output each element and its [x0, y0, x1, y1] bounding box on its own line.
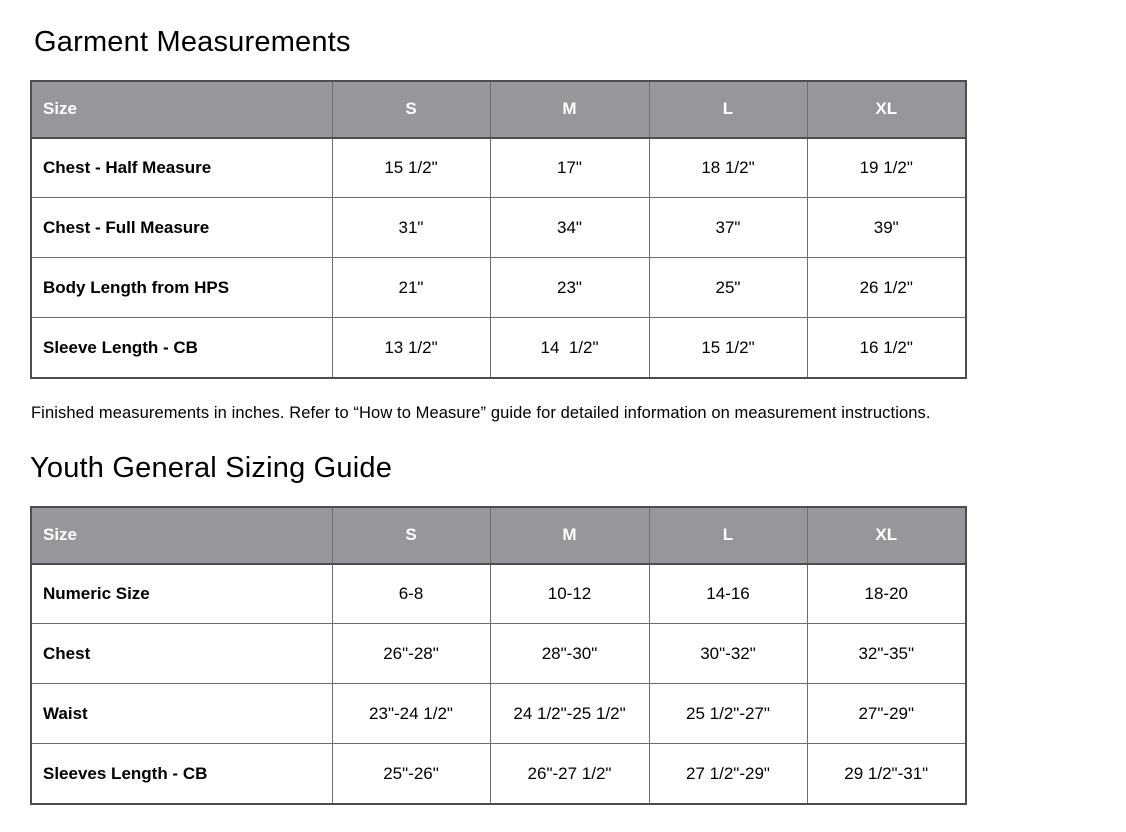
cell-value: 37" [649, 198, 807, 258]
table-row-numeric-size [31, 564, 966, 624]
youth-sizing-guide-title: Youth General Sizing Guide [30, 451, 393, 484]
cell-value: 21" [332, 258, 490, 318]
cell-value: 13 1/2" [332, 318, 490, 378]
table-row-sleeve-length-cb [31, 318, 966, 378]
cell-value: 15 1/2" [649, 318, 807, 378]
cell-value: 26"-27 1/2" [490, 744, 649, 804]
cell-value: 27"-29" [807, 684, 966, 744]
cell-value: 25"-26" [332, 744, 490, 804]
cell-value: 30"-32" [649, 624, 807, 684]
cell-value: 14-16 [649, 564, 807, 624]
cell-value: 17" [490, 138, 649, 198]
cell-value: 24 1/2"-25 1/2" [490, 684, 649, 744]
table-row-chest [31, 624, 966, 684]
garment-measurements-table [30, 80, 967, 379]
row-label: Waist [31, 684, 332, 744]
garment-column-header-xl: XL [807, 81, 966, 138]
cell-value: 28"-30" [490, 624, 649, 684]
youth-column-header-l: L [649, 507, 807, 564]
cell-value: 29 1/2"-31" [807, 744, 966, 804]
cell-value: 25 1/2"-27" [649, 684, 807, 744]
youth-table-header-row [31, 507, 966, 564]
row-label: Sleeve Length - CB [31, 318, 332, 378]
row-label: Body Length from HPS [31, 258, 332, 318]
cell-value: 26 1/2" [807, 258, 966, 318]
cell-value: 14 1/2" [490, 318, 649, 378]
garment-column-header-s: S [332, 81, 490, 138]
cell-value: 6-8 [332, 564, 490, 624]
youth-column-header-size: Size [31, 507, 332, 564]
table-row-body-length-hps [31, 258, 966, 318]
cell-value: 18-20 [807, 564, 966, 624]
table-row-chest-full-measure [31, 198, 966, 258]
cell-value: 15 1/2" [332, 138, 490, 198]
cell-value: 23" [490, 258, 649, 318]
cell-value: 19 1/2" [807, 138, 966, 198]
row-label: Sleeves Length - CB [31, 744, 332, 804]
cell-value: 23"-24 1/2" [332, 684, 490, 744]
cell-value: 32"-35" [807, 624, 966, 684]
cell-value: 10-12 [490, 564, 649, 624]
youth-column-header-m: M [490, 507, 649, 564]
youth-column-header-xl: XL [807, 507, 966, 564]
garment-table-header-row [31, 81, 966, 138]
table-row-waist [31, 684, 966, 744]
garment-column-header-size: Size [31, 81, 332, 138]
garment-measurements-title: Garment Measurements [34, 26, 351, 58]
garment-column-header-m: M [490, 81, 649, 138]
youth-sizing-guide-table [30, 506, 967, 805]
table-row-chest-half-measure [31, 138, 966, 198]
cell-value: 16 1/2" [807, 318, 966, 378]
cell-value: 27 1/2"-29" [649, 744, 807, 804]
cell-value: 31" [332, 198, 490, 258]
row-label: Chest - Half Measure [31, 138, 332, 198]
cell-value: 18 1/2" [649, 138, 807, 198]
measurement-note: Finished measurements in inches. Refer to “How to Measure” guide for detailed information on measurement instructions. [31, 403, 931, 422]
cell-value: 25" [649, 258, 807, 318]
garment-column-header-l: L [649, 81, 807, 138]
row-label: Chest [31, 624, 332, 684]
cell-value: 39" [807, 198, 966, 258]
cell-value: 26"-28" [332, 624, 490, 684]
row-label: Chest - Full Measure [31, 198, 332, 258]
cell-value: 34" [490, 198, 649, 258]
youth-column-header-s: S [332, 507, 490, 564]
row-label: Numeric Size [31, 564, 332, 624]
table-row-sleeves-length-cb [31, 744, 966, 804]
